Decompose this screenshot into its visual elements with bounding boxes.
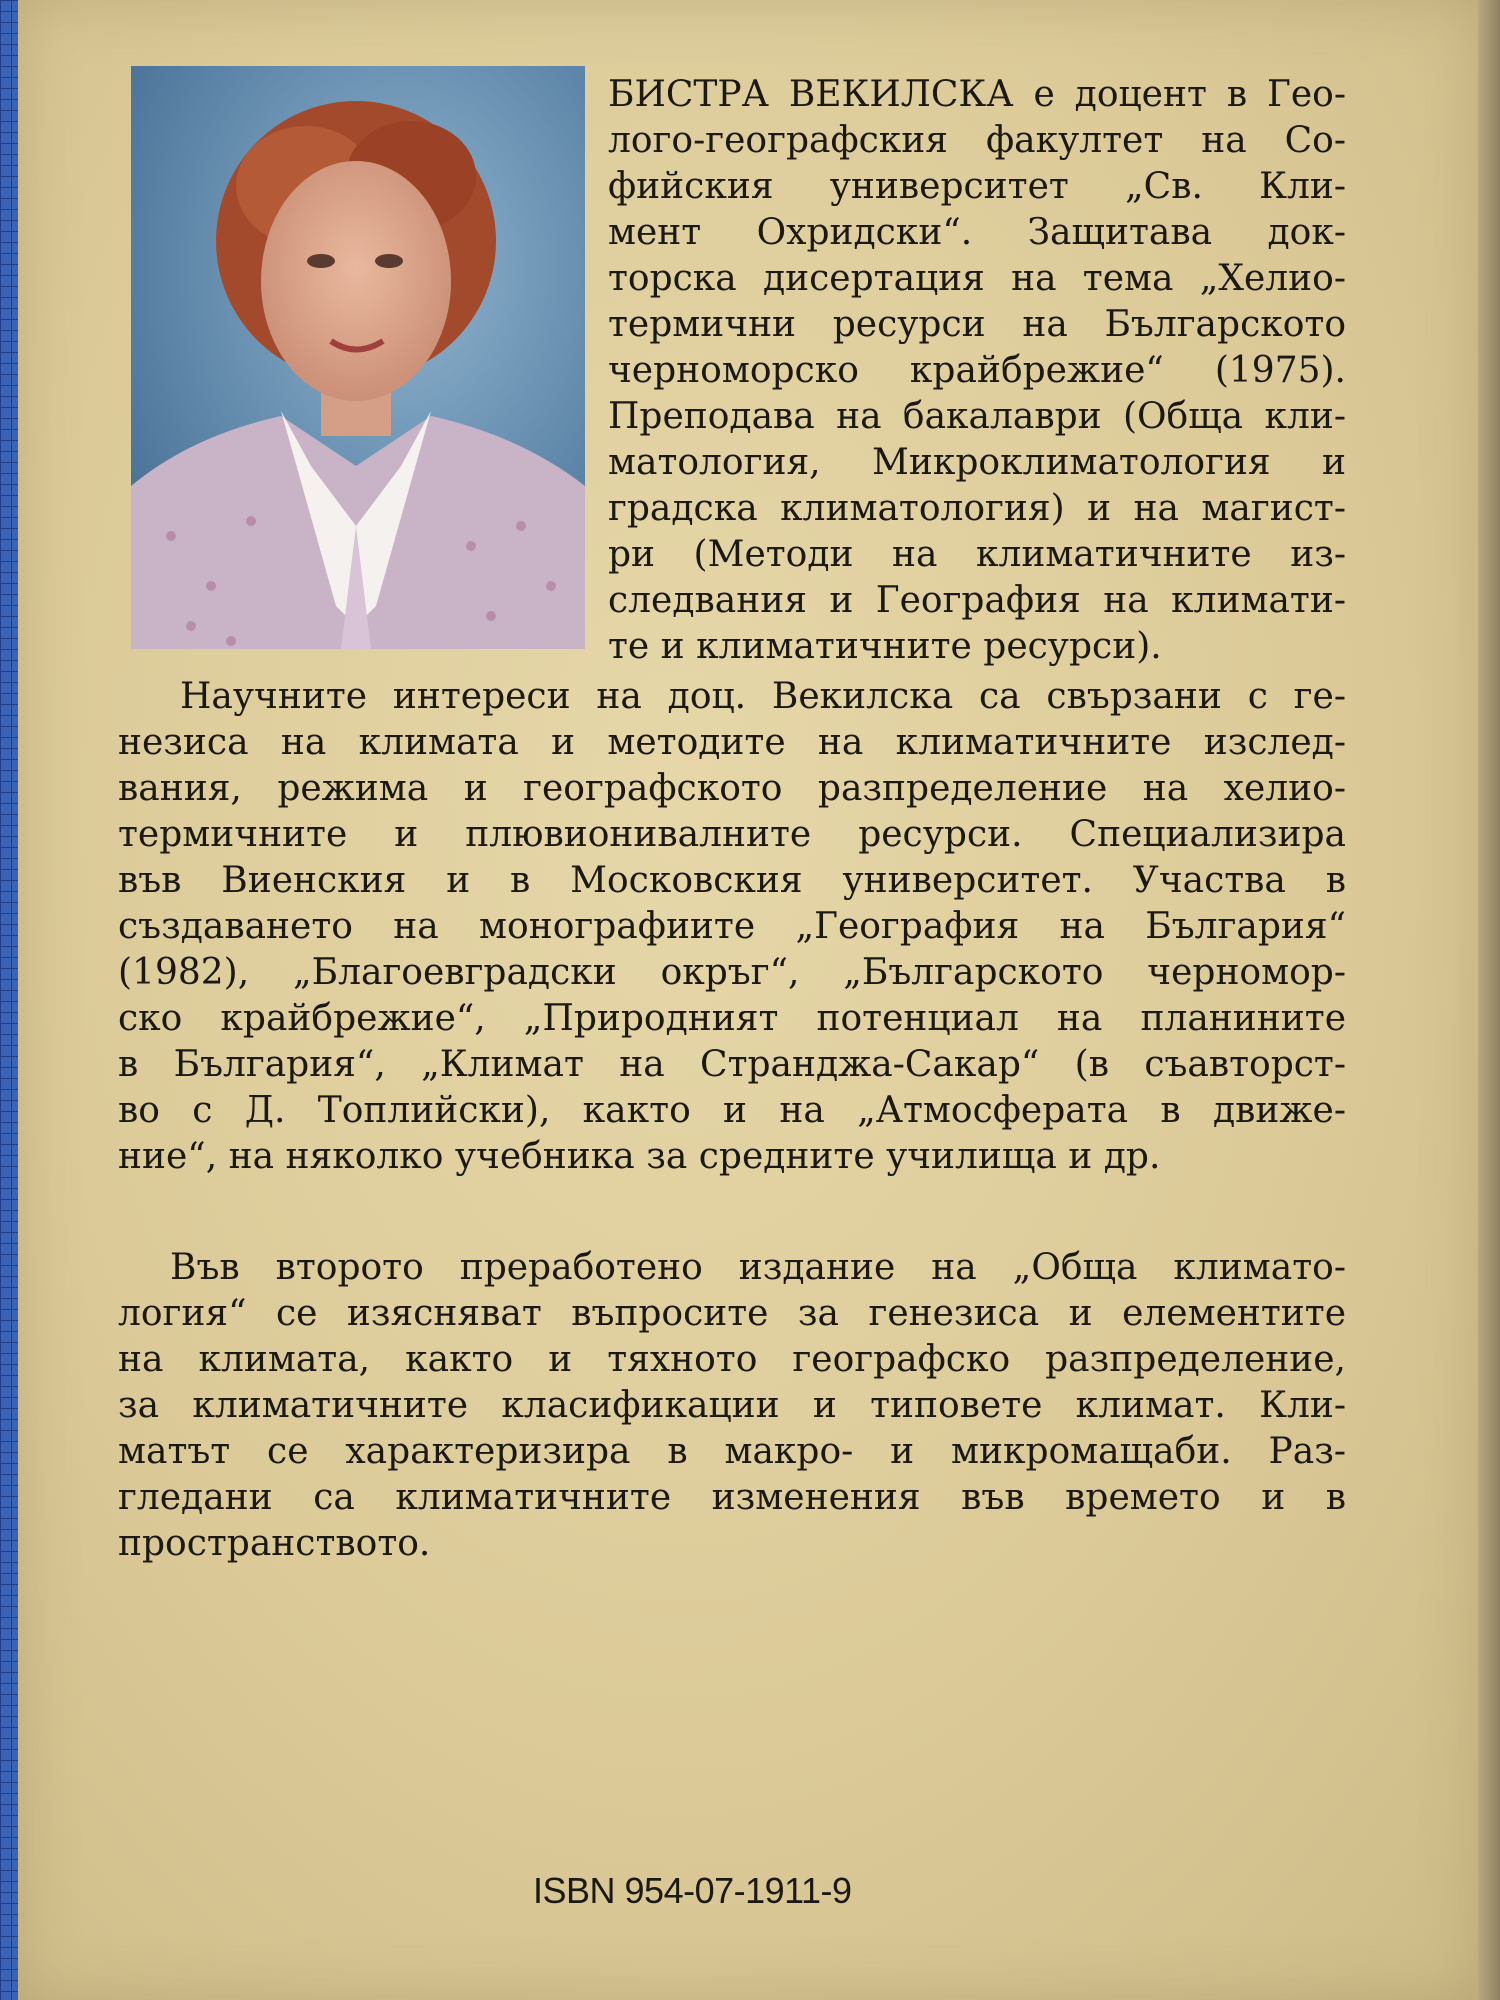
author-portrait-photo <box>131 66 585 649</box>
bio-line: Преподава на бакалаври (Обща кли- <box>608 396 1346 437</box>
edition-description-paragraph <box>118 1245 1346 1567</box>
bio-line: БИСТРА ВЕКИЛСКА е доцент в Гео- <box>608 74 1346 115</box>
cover-edge <box>1478 0 1500 2000</box>
interests-line: във Виенския и в Московския университет. Участва в <box>118 860 1346 901</box>
bio-line: матология, Микроклиматология и <box>608 442 1346 483</box>
edition-line: на климата, както и тяхното географско разпределение, <box>118 1339 1346 1380</box>
interests-line: (1982), „Благоевградски окръг“, „Българското черномор- <box>118 952 1346 993</box>
bio-line: градска климатология) и на магист- <box>608 488 1346 529</box>
bio-line: термични ресурси на Българското <box>608 304 1346 345</box>
interests-line: термичните и плювионивалните ресурси. Специализира <box>118 814 1346 855</box>
interests-line: в България“, „Климат на Странджа-Сакар“ (в съавторст- <box>118 1044 1346 1085</box>
edition-line: за климатичните класификации и типовете климат. Кли- <box>118 1385 1346 1426</box>
edition-line: матът се характеризира в макро- и микромащаби. Раз- <box>118 1431 1346 1472</box>
bio-line: следвания и География на климати- <box>608 580 1346 621</box>
bio-line: те и климатичните ресурси). <box>608 626 1162 667</box>
interests-line: създаването на монографиите „География на България“ <box>118 906 1346 947</box>
bio-line: черноморско крайбрежие“ (1975). <box>608 350 1346 391</box>
interests-line: незиса на климата и методите на климатичните изслед- <box>118 722 1346 763</box>
interests-line: ние“, на няколко учебника за средните училища и др. <box>118 1136 1161 1177</box>
edition-line: логия“ се изясняват въпросите за генезиса и елементите <box>118 1293 1346 1334</box>
edition-line: Във второто преработено издание на „Обща климато- <box>170 1247 1346 1288</box>
bio-line: лого-географския факултет на Со- <box>608 120 1346 161</box>
bio-line: ри (Методи на климатичните из- <box>608 534 1346 575</box>
interests-line: ско крайбрежие“, „Природният потенциал на планините <box>118 998 1346 1039</box>
book-back-cover <box>18 0 1480 2000</box>
author-bio-paragraph <box>608 72 1346 670</box>
interests-line: во с Д. Топлийски), както и на „Атмосферата в движе- <box>118 1090 1346 1131</box>
interests-line: вания, режима и географското разпределение на хелио- <box>118 768 1346 809</box>
isbn-number: ISBN 954-07-1911-9 <box>533 1870 852 1911</box>
bio-line: фийския университет „Св. Кли- <box>608 166 1346 207</box>
research-interests-paragraph <box>118 674 1346 1180</box>
edition-line: гледани са климатичните изменения във времето и в <box>118 1477 1346 1518</box>
edition-line: пространството. <box>118 1523 431 1564</box>
interests-line: Научните интереси на доц. Векилска са свързани с ге- <box>180 676 1346 717</box>
bio-line: торска дисертация на тема „Хелио- <box>608 258 1346 299</box>
bio-line: мент Охридски“. Защитава док- <box>608 212 1346 253</box>
